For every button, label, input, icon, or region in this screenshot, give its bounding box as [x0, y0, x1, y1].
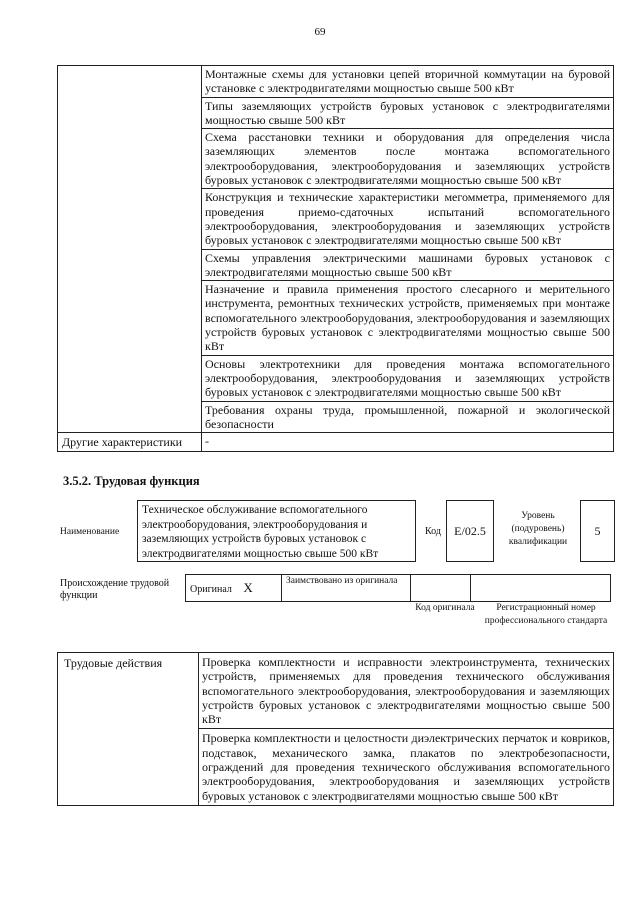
other-characteristics-label: Другие характеристики — [58, 433, 202, 452]
origin-label: Происхождение трудовой функции — [60, 578, 170, 601]
table-cell: Назначение и правила применения простого слесарного и мерительного инструмента, ремонтных технических устройств, применяемых при монтаже вспомогательного электрооборудования, электрооборудования и заземляющих устройств буровых установок с электродвигателями мощностью свыше 500 кВт — [202, 281, 614, 355]
level-label: Уровень (подуровень) квалификации — [508, 511, 568, 547]
table-cell: Проверка комплектности и исправности электроинструмента, технических устройств, применяемых для проведения технического обслуживания вспомогательного электрооборудования, электрооборудования и заземляющих устройств буровых установок с электродвигателями мощностью свыше 500 кВт — [199, 653, 614, 729]
reg-number-cell — [471, 575, 611, 602]
origin-original-cell — [186, 575, 282, 602]
section-title: 3.5.2. Трудовая функция — [63, 474, 200, 488]
table-cell: Конструкция и технические характеристики мегомметра, применяемого для проведения приемо-сдаточных испытаний вспомогательного электрооборудования, электрооборудования и заземляющих устройств буровых установок с электродвигателями мощностью свыше 500 кВт — [202, 189, 614, 249]
borrowed-label: Заимствовано из оригинала — [282, 575, 411, 602]
table-cell: Схема расстановки техники и оборудования для определения числа заземляющих элементов после монтажа вспомогательного электрооборудования, электрооборудования и заземляющих устройств буровых установок с электродвигателями мощностью свыше 500 кВт — [202, 129, 614, 189]
code-label: Код — [425, 526, 441, 537]
table-row — [58, 433, 614, 452]
actions-label: Трудовые действия — [58, 653, 199, 806]
table-row — [58, 653, 614, 729]
other-characteristics-value: - — [202, 433, 614, 452]
table-row — [186, 575, 611, 602]
page-number: 69 — [314, 26, 326, 38]
table-cell: Требования охраны труда, промышленной, пожарной и экологической безопасности — [202, 401, 614, 433]
level-value-box: 5 — [580, 500, 615, 562]
table-cell: Схемы управления электрическими машинами буровых установок с электродвигателями мощностью свыше 500 кВт — [202, 249, 614, 281]
table-cell: Проверка комплектности и целостности диэлектрических перчаток и ковриков, подставок, механического замка, плакатов по электробезопасности, ограждений для проведения технического обслуживания вспомогательного электрооборудования, электрооборудования и заземляющих устройств буровых установок с электродвигателями мощностью свыше 500 кВт — [199, 729, 614, 805]
table-row — [58, 66, 614, 98]
table-cell: Основы электротехники для проведения монтажа вспомогательного электрооборудования, электрооборудования и заземляющих устройств буровых установок с электродвигателями мощностью свыше 500 кВт — [202, 355, 614, 401]
name-label: Наименование — [60, 527, 120, 537]
original-mark: X — [243, 579, 253, 595]
origin-table — [185, 574, 611, 602]
table-empty-cell — [58, 66, 202, 433]
original-code-cell — [411, 575, 471, 602]
original-code-caption: Код оригинала — [415, 603, 475, 613]
actions-table — [57, 652, 614, 806]
knowledge-table — [57, 65, 614, 452]
table-cell: Монтажные схемы для установки цепей вторичной коммутации на буровой установке с электродвигателями мощностью свыше 500 кВт — [202, 66, 614, 98]
function-name-box: Техническое обслуживание вспомогательного электрооборудования, электрооборудования и заземляющих устройств буровых установок с электродвигателями мощностью свыше 500 кВт — [137, 500, 416, 562]
code-value-box: E/02.5 — [446, 500, 494, 562]
reg-number-caption: Регистрационный номер профессионального стандарта — [484, 603, 608, 626]
original-label: Оригинал — [190, 583, 232, 595]
table-cell: Типы заземляющих устройств буровых установок с электродвигателями мощностью свыше 500 кВт — [202, 97, 614, 129]
